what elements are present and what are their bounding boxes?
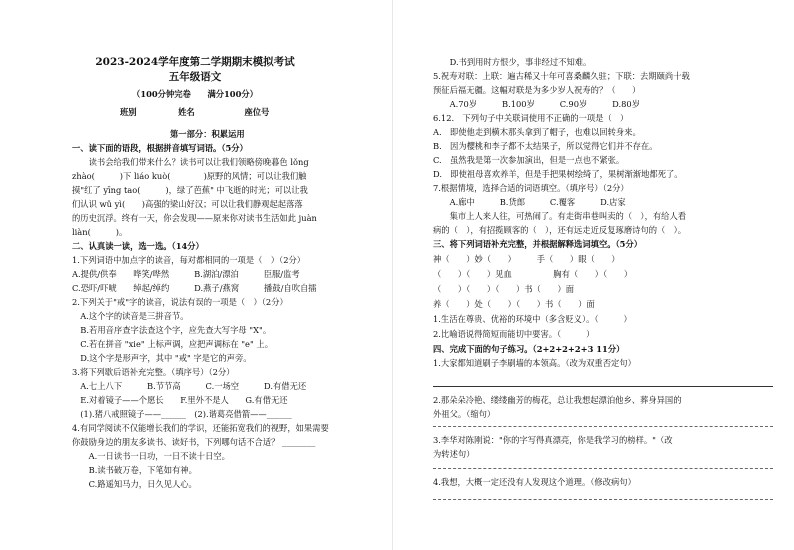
option-line: A.一日读书一日功，一日不读十日空。 — [72, 451, 230, 461]
question-stem: 4.我想，大概一定还没有人发现这个道理。（修改病句） — [433, 477, 636, 487]
option-line: A.这个字的读音是三拼音节。 — [72, 311, 189, 321]
option-line: D. 即使祖母喜欢养羊，但是手把果树绘绮了，果树渐渐地都死了。 — [433, 169, 683, 179]
question-stem: 3.李华对陈刚说："你的字写得真漂亮，你是我学习的榜样。"（改 — [433, 435, 673, 445]
option-line: A.七上八下 B.节节高 C.一场空 D.有借无还 — [72, 381, 307, 391]
option-line: E.对着镜子——个愿长 F.里外不是人 G.有借无还 — [72, 395, 288, 405]
text-line: 病的（ ），有招揽顾客的（ ），还有远走近反复琢磨诗句的（ ）。 — [433, 225, 687, 235]
question-stem: 7.根据情境，选择合适的词语填空。（填序号）（2分） — [433, 183, 629, 193]
part-one-heading: 第一部分：积累运用 — [170, 129, 245, 139]
text-line: 们认识 wǔ yì( )高强的梁山好汉；可以让我们静观起起落落 — [72, 199, 303, 209]
question-stem: 4.有同学阅读不仅能增长我们的学识，还能拓宽我们的视野，如果需要 — [72, 423, 329, 433]
question-stem: 1.生活在尊贵、优裕的环境中（多含贬义）。（ ） — [433, 314, 632, 324]
text-line: 集市上人来人往，可热闹了。有走街串巷叫卖的（ ），有给人看 — [433, 211, 687, 221]
option-line: D.书到用时方恨少，事非经过不知难。 — [433, 57, 592, 67]
option-line: C.路遥知马力，日久见人心。 — [72, 479, 197, 489]
right-column — [397, 0, 787, 550]
question-stem: 2.那朵朵冷艳、缕缕幽芳的梅花，总让我想起漂泊他乡、葬身异国的 — [433, 395, 682, 405]
question-stem: 外祖父。（缩句） — [433, 409, 496, 419]
section-heading: 四、完成下面的句子练习。（2+2+2+2+3 11分） — [433, 344, 625, 354]
text-line: 摸"红了 yīng tao( )，绿了芭蕉" 中飞逝的时光；可以让我 — [72, 185, 308, 195]
answer-rule — [433, 499, 773, 500]
question-stem: 2.比喻语说得简短而能切中要害。（ ） — [433, 329, 595, 339]
fill-line: （ ）（ ）（ ）书（ ）面 — [433, 284, 575, 294]
section-heading: 三、将下列词语补充完整，并根据解释选词填空。（5分） — [433, 239, 643, 249]
option-line: B.读书破万卷，下笔如有神。 — [72, 465, 197, 475]
question-stem: 2.下列关于"戒"字的读音，说法有误的一项是（ ）（2分） — [72, 297, 288, 307]
option-line: A.70岁 B.100岁 C.90岁 D.80岁 — [433, 99, 641, 109]
fill-line: （ ）（ ）见血 胸有（ ）（ ） — [433, 269, 633, 279]
text-line: liàn( )。 — [72, 227, 128, 237]
text-line: 读书会给我们带来什么？读书可以让我们领略傍晚暮色 lǒng — [72, 157, 309, 167]
option-line: B.若用音序查字法查这个字，应先查大写字母 "X"。 — [72, 325, 272, 335]
left-column — [0, 0, 390, 550]
exam-info: （100分钟完卷 满分100分） — [132, 89, 258, 99]
exam-title: 2023-2024学年度第二学期期末模拟考试 — [95, 56, 295, 68]
option-line: B. 因为樱桃和李子都不太结果子，所以觉得它们并不存在。 — [433, 141, 658, 151]
question-stem: 1.大家都知道刷子李刷墙的本领高。（改为双重否定句） — [433, 358, 636, 368]
page-fold — [392, 0, 393, 550]
option-line: A.提供/供奉 哗笑/哗然 B.湖泊/漂泊 臣服/监考 — [72, 269, 300, 279]
question-stem: 1.下列词语中加点字的读音，每对都相同的一项是（ ）（2分） — [72, 255, 306, 265]
answer-rule — [433, 468, 773, 469]
option-line: A. 即使他走到横木那头拿到了帽子，也难以回转身来。 — [433, 127, 641, 137]
question-stem: 为转述句） — [433, 449, 475, 459]
section-heading: 二、认真读一读，选一选。（14分） — [72, 241, 204, 251]
option-line: C. 虽然我是第一次参加演出，但是一点也不紧张。 — [433, 155, 625, 165]
question-stem: 6.12. 下列句子中关联词使用不正确的一项是（ ） — [433, 113, 629, 123]
question-stem: 预征后福无疆。这幅对联是为多少岁人祝寿的？（ ） — [433, 85, 641, 95]
answer-rule — [433, 386, 773, 387]
text-line: zhào( )下 liáo kuò( )原野的风情；可以让我们触 — [72, 171, 307, 181]
exam-subject: 五年级语文 — [168, 71, 222, 83]
option-line: D.这个字是形声字，其中 "戒" 字是它的声旁。 — [72, 353, 252, 363]
option-line: A.廊中 B.货郎 C.覆客 D.店家 — [433, 197, 626, 207]
answer-line: (1).猪八戒照镜子——______ (2).谐葛亮借箭——______ — [72, 409, 292, 419]
option-line: C.恐吓/吓唬 绰起/绰约 D.燕子/燕窝 播鼓/自吹自擂 — [72, 283, 317, 293]
answer-rule — [433, 426, 773, 427]
question-stem: 你鼓励身边的朋友多读书、读好书，下列哪句话不合适？ ________ — [72, 437, 316, 447]
question-stem: 3.将下列歇后语补充完整。（填序号）（2分） — [72, 367, 235, 377]
question-stem: 5.祝寿对联：上联：遍古稀又十年可喜桑麟久驻；下联：去期颐尚十载 — [433, 71, 690, 81]
text-line: 的历史沉浮。终有一天，你会发现——原来你对读书生活如此 juàn — [72, 213, 317, 223]
fill-line: 神（ ）妙（ ） 手（ ）眼（ ） — [433, 254, 620, 264]
section-heading: 一、读下面的语段，根据拼音填写词语。（5分） — [72, 143, 248, 153]
student-info-line: 班别 姓名 座位号 — [120, 107, 270, 117]
fill-line: 养（ ）处（ ）（ ）书（ ）面 — [433, 299, 595, 309]
option-line: C.若在拼音 "xie" 上标声调，应把声调标在 "e" 上。 — [72, 339, 274, 349]
